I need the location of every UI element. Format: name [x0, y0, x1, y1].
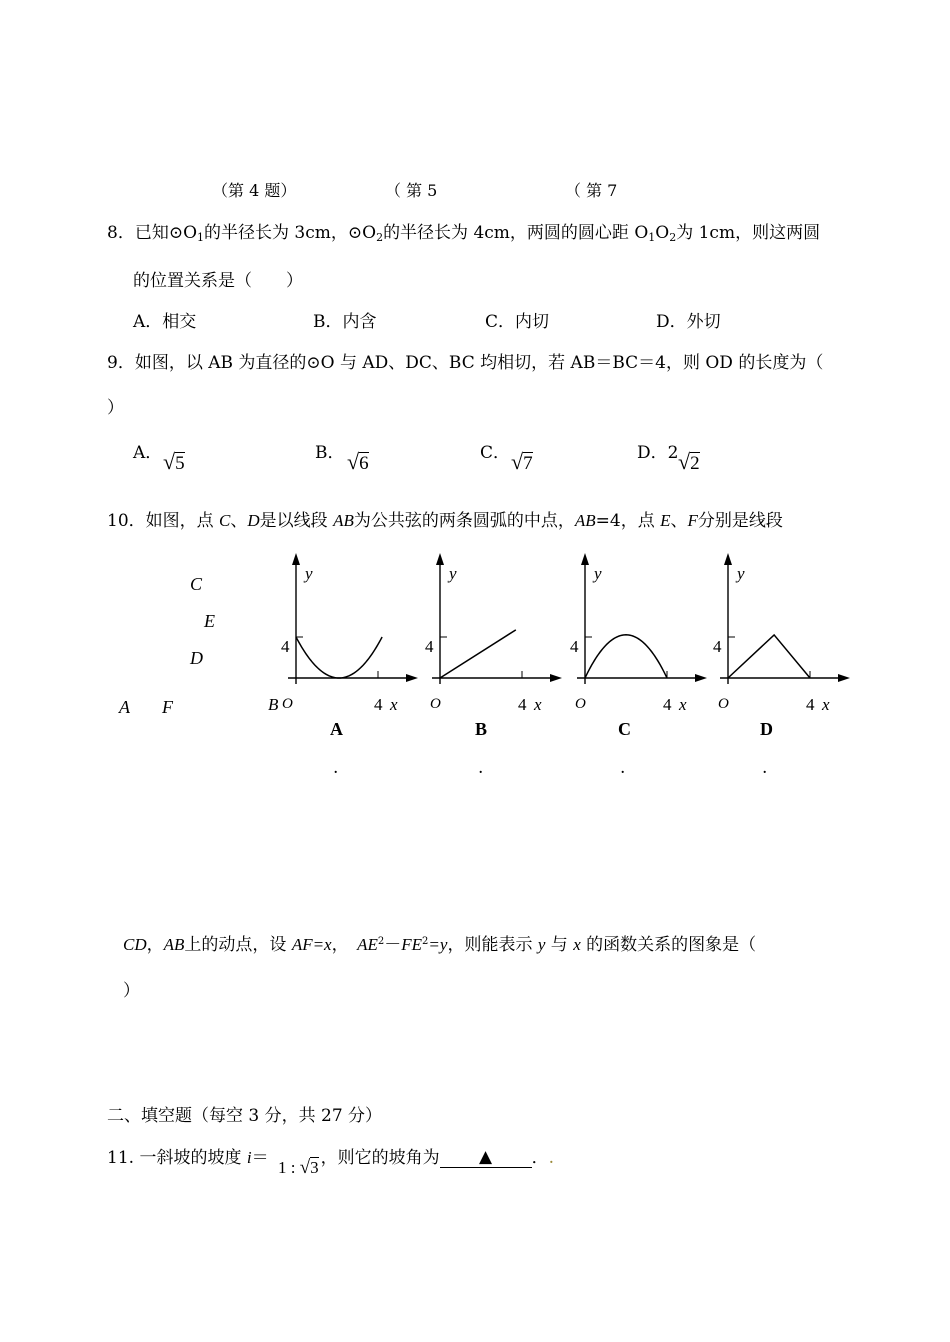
- x-axis-arrow-B: [550, 674, 562, 682]
- y-axis-arrow-C: [581, 553, 589, 565]
- caption-q5: （ 第 5: [385, 181, 438, 200]
- sqrt-icon: √: [163, 449, 176, 474]
- y-axis-label-C: y: [594, 564, 602, 583]
- graph-label-a: A: [330, 719, 343, 739]
- x-axis-arrow-D: [838, 674, 850, 682]
- y-tick-label-A: 4: [281, 637, 290, 656]
- graph-dot-a: .: [333, 758, 339, 778]
- q8-option-d: D．外切: [656, 312, 721, 332]
- sqrt-icon: √: [347, 449, 360, 474]
- x-axis-label-A: x: [390, 695, 398, 714]
- q8-option-a: A．相交: [133, 312, 197, 332]
- x-tick-label-B: 4: [518, 695, 527, 714]
- curve-C: [585, 635, 667, 678]
- q9-line1: 9．如图，以 AB 为直径的⊙O 与 AD、DC、BC 均相切，若 AB＝BC＝4，则 OD 的长度为（: [107, 353, 824, 373]
- q8-option-b: B．内含: [313, 312, 377, 332]
- section-heading: 二、填空题（每空 3 分，共 27 分）: [107, 1106, 383, 1126]
- graph-dot-b: .: [478, 758, 484, 778]
- x-axis-arrow-C: [695, 674, 707, 682]
- q8-number: 8．: [107, 223, 135, 243]
- curve-D: [728, 635, 810, 678]
- x-axis-label-D: x: [822, 695, 830, 714]
- y-axis-label-B: y: [449, 564, 457, 583]
- origin-label-D: O: [718, 696, 729, 712]
- point-label-e: E: [204, 611, 215, 631]
- graph-label-c: C: [618, 719, 631, 739]
- y-tick-label-B: 4: [425, 637, 434, 656]
- q9-option-d-label: D．2: [637, 443, 679, 463]
- y-tick-label-C: 4: [570, 637, 579, 656]
- q9-option-d-value: √2: [678, 449, 700, 474]
- point-label-d: D: [190, 648, 203, 668]
- q8-option-c: C．内切: [485, 312, 550, 332]
- q9-option-b-value: √6: [347, 449, 369, 474]
- q10-line3: ）: [123, 981, 140, 1001]
- x-tick-label-D: 4: [806, 695, 815, 714]
- sqrt-icon: √: [299, 1157, 311, 1178]
- q10-line2: CD，AB上的动点，设 AF=x， $AE^2-FE^2=y$，则能表示 y 与 x 的函数关系的图象是（: [123, 935, 757, 955]
- caption-q7: （ 第 7: [565, 181, 618, 200]
- graph-dot-c: .: [620, 758, 626, 778]
- q9-option-a-label: A．: [133, 443, 163, 463]
- x-axis-label-B: x: [534, 695, 542, 714]
- q11-ratio: 1 : √3: [278, 1157, 319, 1178]
- q11-line: 11. 一斜坡的坡度 i＝ ，则它的坡角为 ▲ ．.: [107, 1147, 554, 1168]
- sqrt-icon: √: [511, 449, 524, 474]
- y-axis-arrow-B: [436, 553, 444, 565]
- point-label-c: C: [190, 574, 203, 594]
- graph-label-d: D: [760, 719, 773, 739]
- q9-line2: ）: [107, 398, 124, 418]
- graph-label-b: B: [475, 719, 488, 739]
- origin-label-B: O: [430, 696, 441, 712]
- x-tick-label-A: 4: [374, 695, 383, 714]
- y-axis-label-D: y: [737, 564, 745, 583]
- curve-B: [440, 630, 516, 678]
- graph-dot-d: .: [762, 758, 768, 778]
- origin-label-C: O: [575, 696, 586, 712]
- point-label-f: F: [162, 697, 173, 717]
- q9-option-c-label: C．: [480, 443, 511, 463]
- x-axis-label-C: x: [679, 695, 687, 714]
- y-axis-label-A: y: [305, 564, 313, 583]
- answer-graphs: [0, 545, 950, 795]
- caption-q4: （第 4 题）: [212, 181, 297, 200]
- answer-blank[interactable]: ▲: [440, 1147, 532, 1168]
- q9-option-b-label: B．: [315, 443, 345, 463]
- point-label-b: B: [268, 695, 279, 714]
- origin-label-A: O: [282, 696, 293, 712]
- q9-option-c-value: √7: [511, 449, 533, 474]
- x-tick-label-C: 4: [663, 695, 672, 714]
- q8-line2: 的位置关系是（ ）: [133, 271, 303, 291]
- q8-line1: 8．已知$⊙O_1$的半径长为 3cm，$⊙O_2$的半径长为 4cm，两圆的圆心距 $O_1O_2$为 1cm，则这两圆: [107, 223, 821, 244]
- point-label-a: A: [119, 697, 130, 717]
- y-axis-arrow-A: [292, 553, 300, 565]
- y-axis-arrow-D: [724, 553, 732, 565]
- q10-line1: 10．如图，点 C、D是以线段 AB为公共弦的两条圆弧的中点，AB=4，点 E、F分别是线段: [107, 511, 783, 531]
- curve-A: [296, 637, 382, 678]
- x-axis-arrow-A: [406, 674, 418, 682]
- y-tick-label-D: 4: [713, 637, 722, 656]
- q9-option-a-value: √5: [163, 449, 185, 474]
- sqrt-icon: √: [678, 449, 691, 474]
